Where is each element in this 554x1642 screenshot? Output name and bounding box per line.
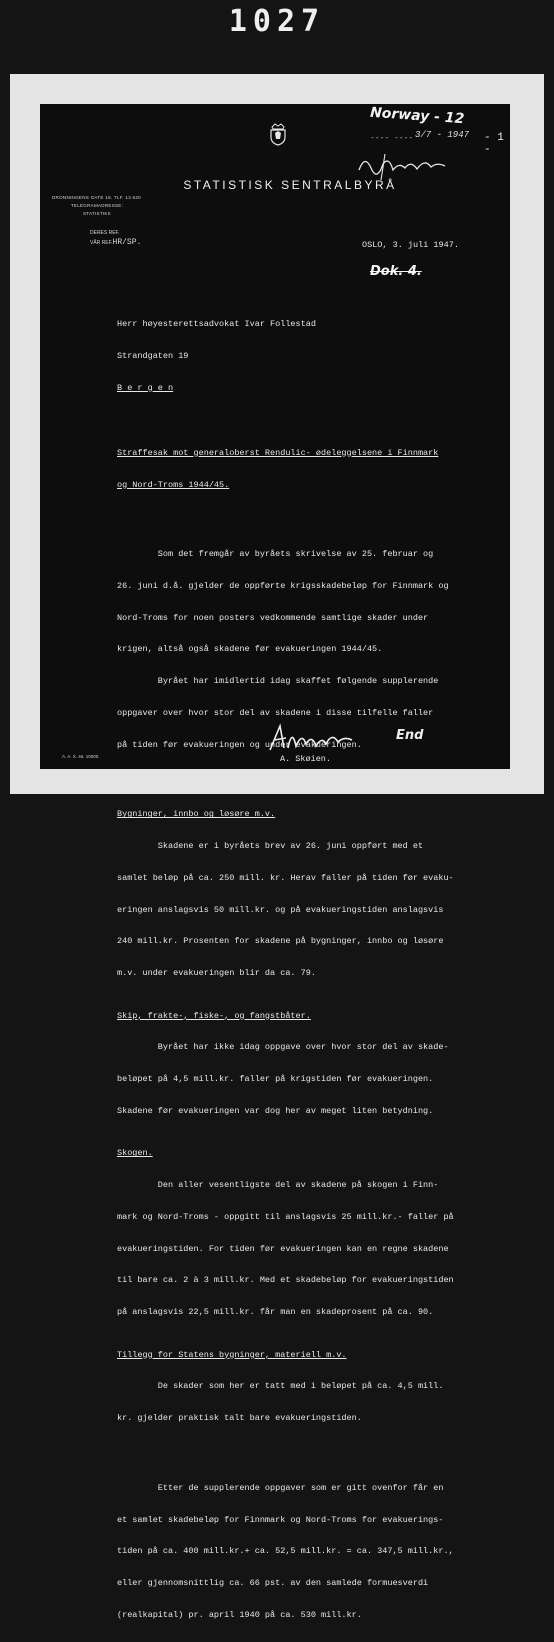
recipient-line: B e r g e n bbox=[117, 382, 174, 393]
section-line: Skadene før evakueringen var dog her av meget liten betydning. bbox=[117, 1105, 434, 1116]
end-mark: End bbox=[396, 728, 424, 743]
section-line: m.v. under evakueringen blir da ca. 79. bbox=[117, 968, 316, 979]
address-line: DRONNINGENS GATE 16. TLF. 13 620 bbox=[52, 195, 141, 200]
document-label: Dok. 4. bbox=[370, 264, 422, 279]
closing-line: et samlet skadebeløp for Finnmark og Nord-Troms for evakuerings- bbox=[117, 1514, 444, 1525]
place-date: OSLO, 3. juli 1947. bbox=[362, 240, 459, 250]
their-ref-label: DERES REF. bbox=[90, 230, 120, 236]
section-line: Den aller vesentligste del av skadene på skogen i Finn- bbox=[117, 1180, 439, 1191]
closing-line: (realkapital) pr. april 1940 på ca. 530 mill.kr. bbox=[117, 1609, 362, 1620]
section-heading: Bygninger, innbo og løsøre m.v. bbox=[117, 809, 276, 820]
our-ref-row bbox=[90, 238, 141, 248]
address-line: STATISTIKK bbox=[82, 211, 112, 216]
section-line: til bare ca. 2 à 3 mill.kr. Med et skadebeløp for evakueringstiden bbox=[117, 1275, 454, 1286]
section-heading: Skip, frakte-, fiske-, og fangstbåter. bbox=[117, 1010, 311, 1021]
section-line: på anslagsvis 22,5 mill.kr. får man en skadeprosent på ca. 90. bbox=[117, 1307, 434, 1318]
handwritten-date: 3/7 - 1947 bbox=[415, 130, 470, 140]
reference-block bbox=[90, 228, 141, 248]
closing-line: eller gjennomsnittlig ca. 66 pst. av den samlede formuesverdi bbox=[117, 1578, 429, 1589]
section-line: evakueringstiden. For tiden før evakueringen kan en regne skadene bbox=[117, 1243, 449, 1254]
closing-line: Etter de supplerende oppgaver som er gitt ovenfor får en bbox=[117, 1482, 444, 1493]
paragraph-line: 26. juni d.å. gjelder de oppførte krigsskadebeløp for Finnmark og bbox=[117, 580, 449, 591]
paragraph-line: Som det fremgår av byråets skrivelse av 25. februar og bbox=[117, 549, 434, 560]
paragraph-line: Nord-Troms for noen posters vedkommende samtlige skader under bbox=[117, 612, 429, 623]
subject-line: Straffesak mot generaloberst Rendulic- ødeleggelsene i Finnmark bbox=[117, 447, 439, 458]
closing-line: tiden på ca. 400 mill.kr.+ ca. 52,5 mill.kr. = ca. 347,5 mill.kr., bbox=[117, 1546, 454, 1557]
section-line: eringen anslagsvis 50 mill.kr. og på evakueringstiden anslagsvis bbox=[117, 904, 444, 915]
signer-name: A. Skøien. bbox=[280, 754, 332, 764]
letter-body bbox=[117, 298, 507, 1642]
coat-of-arms-icon bbox=[269, 122, 287, 146]
agency-name: STATISTISK SENTRALBYRÅ bbox=[183, 178, 397, 192]
frame-number: 1027 bbox=[228, 4, 326, 39]
letterhead-address bbox=[52, 194, 142, 218]
form-code: A. A. X. 46. 10000. bbox=[62, 754, 100, 759]
microfilm-page bbox=[10, 74, 544, 1620]
section-line: De skader som her er tatt med i beløpet på ca. 4,5 mill. bbox=[117, 1381, 444, 1392]
section-line: 240 mill.kr. Prosenten for skadene på bygninger, innbo og løsøre bbox=[117, 936, 444, 947]
section-heading: Skogen. bbox=[117, 1148, 153, 1159]
archive-label: Norway - 12 bbox=[369, 104, 465, 128]
stamp-dashes: ---- ---- bbox=[370, 134, 414, 143]
address-line: TELEGRAMADRESSE: bbox=[70, 203, 124, 208]
recipient-line: Strandgaten 19 bbox=[117, 350, 189, 361]
paragraph-line: krigen, altså også skadene før evakueringen 1944/45. bbox=[117, 644, 383, 655]
section-heading: Tillegg for Statens bygninger, materiell m.v. bbox=[117, 1349, 347, 1360]
our-ref-label: VÅR REF. bbox=[90, 240, 113, 246]
section-line: kr. gjelder praktisk talt bare evakueringstiden. bbox=[117, 1413, 362, 1424]
subject-line: og Nord-Troms 1944/45. bbox=[117, 479, 230, 490]
handwritten-signature bbox=[266, 722, 356, 756]
our-ref-value: HR/SP. bbox=[112, 238, 142, 247]
paragraph-line: oppgaver over hvor stor del av skadene i disse tilfelle faller bbox=[117, 707, 434, 718]
letter-sheet bbox=[40, 104, 510, 1620]
paragraph-line: på tiden før evakueringen og under evakueringen. bbox=[117, 739, 362, 750]
paragraph-line: Byrået har imidlertid idag skaffet følgende supplerende bbox=[117, 676, 439, 687]
section-line: Byrået har ikke idag oppgave over hvor stor del av skade- bbox=[117, 1042, 449, 1053]
recipient-line: Herr høyesterettsadvokat Ivar Follestad bbox=[117, 319, 316, 330]
section-line: mark og Nord-Troms - oppgitt til anslagsvis 25 mill.kr.- faller på bbox=[117, 1211, 454, 1222]
section-line: beløpet på 4,5 mill.kr. faller på krigstiden før evakueringen. bbox=[117, 1074, 434, 1085]
section-line: samlet beløp på ca. 250 mill. kr. Herav faller på tiden før evaku- bbox=[117, 872, 454, 883]
section-line: Skadene er i byråets brev av 26. juni oppført med et bbox=[117, 841, 424, 852]
page-marker: - 1 - bbox=[484, 132, 504, 156]
